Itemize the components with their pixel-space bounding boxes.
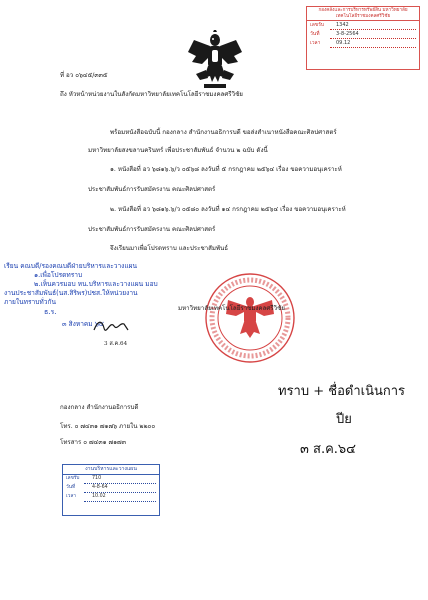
handwriting-line2: ปีย xyxy=(336,412,352,427)
stamp-bottom-label: วันที่ xyxy=(66,485,76,490)
body-closing: จึงเรียนมาเพื่อโปรดทราบ และประชาสัมพันธ์ xyxy=(110,245,229,252)
stamp-bottom-label: เวลา xyxy=(66,494,76,499)
note-line5: ภายในทราบทั่วกัน xyxy=(4,298,56,306)
handwriting-line1: ทราบ + ชื่อดำเนินการ xyxy=(278,384,406,399)
note-line3: ๒.เห็นควรมอบ หน.บริหารและวางแผน มอบ xyxy=(34,280,158,288)
body-para1-line2: มหาวิทยาลัยสงขลานครินทร์ เพื่อประชาสัมพันธ์ จำนวน ๒ ฉบับ ดังนี้ xyxy=(88,147,268,154)
body-item2-line2: ประชาสัมพันธ์การรับสมัครงาน คณะศิลปศาสตร์ xyxy=(88,226,216,233)
footer-fax: โทรสาร ๐ ๗๔๓๑ ๗๑๗๓ xyxy=(60,439,126,446)
stamp-top-value: 1342 xyxy=(330,21,416,30)
signature-date: 3 ส.ค.64 xyxy=(104,341,128,347)
stamp-bottom-row xyxy=(63,475,159,484)
handwriting-line3: ๓ ส.ค.๖๔ xyxy=(300,442,357,457)
stamp-bottom-label: เลขรับ xyxy=(66,476,80,481)
document-number: ที่ อว ๐๖๔๕/๓๓๕ xyxy=(60,72,108,79)
stamp-top-row xyxy=(307,30,419,39)
reception-stamp-bottom xyxy=(62,464,160,516)
stamp-bottom-header: งานบริหารและวางแผน xyxy=(63,465,159,475)
garuda-emblem xyxy=(186,30,244,94)
note-line1: เรียน คณบดี/รองคณบดีฝ่ายบริหารและวางแผน xyxy=(4,262,138,270)
note-line4: งานประชาสัมพันธ์(นส.สิริพร)ปชส.ให้หน่วยงาน xyxy=(4,289,138,297)
note-date: ๓ สิงหาคม ๖๔ xyxy=(62,320,104,328)
signature-scribble xyxy=(92,316,132,338)
stamp-top-label: เลขรับ xyxy=(310,22,325,29)
stamp-top-row xyxy=(307,21,419,30)
note-initial: ธ.ร. xyxy=(44,308,57,316)
body-item2-line1: ๒. หนังสือที่ อว ๖๘๑๖.๖/ว ๐๕๘๐ ลงวันที่ ๑๔ กรกฎาคม ๒๕๖๔ เรื่อง ขอความอนุเคราะห์ xyxy=(110,206,346,213)
stamp-top-value: 09.12 xyxy=(330,39,416,48)
reception-stamp-top xyxy=(306,6,420,70)
stamp-bottom-value: 4-8-64 xyxy=(84,484,156,493)
stamp-bottom-value: 10.02 xyxy=(84,493,156,502)
stamp-top-label: วันที่ xyxy=(310,31,320,38)
stamp-bottom-value: 710 xyxy=(84,475,156,484)
body-para1-line1: พร้อมหนังสือฉบับนี้ กองกลาง สำนักงานอธิการบดี ขอส่งสำเนาหนังสือคณะศิลปศาสตร์ xyxy=(110,129,337,136)
university-seal xyxy=(204,272,296,364)
stamp-bottom-row xyxy=(63,484,159,493)
recipient-line: ถึง หัวหน้าหน่วยงานในสังกัดมหาวิทยาลัยเทคโนโลยีราชมงคลศรีวิชัย xyxy=(60,91,243,98)
stamp-top-label: เวลา xyxy=(310,40,321,47)
signature-university: มหาวิทยาลัยเทคโนโลยีราชมงคลศรีวิชัย xyxy=(178,305,285,312)
stamp-top-header: กองคลังและการบริหารทรัพย์สิน มหาวิทยาลัยเทคโนโลยีราชมงคลศรีวิชัย xyxy=(307,7,419,21)
footer-office: กองกลาง สำนักงานอธิการบดี xyxy=(60,404,139,411)
body-item1-line1: ๑. หนังสือที่ อว ๖๘๑๖.๖/ว ๐๕๖๘ ลงวันที่ ๕ กรกฎาคม ๒๕๖๔ เรื่อง ขอความอนุเคราะห์ xyxy=(110,166,342,173)
stamp-bottom-row xyxy=(63,493,159,502)
stamp-top-row xyxy=(307,39,419,48)
stamp-top-value: 3-8-2564 xyxy=(330,30,416,39)
footer-phone: โทร. ๐ ๗๔๓๑ ๗๑๗๖ ภายใน ๒๒๐๐ xyxy=(60,423,156,430)
body-item1-line2: ประชาสัมพันธ์การรับสมัครงาน คณะศิลปศาสตร์ xyxy=(88,186,216,193)
note-line2: ๑.เพื่อโปรดทราบ xyxy=(34,271,83,279)
